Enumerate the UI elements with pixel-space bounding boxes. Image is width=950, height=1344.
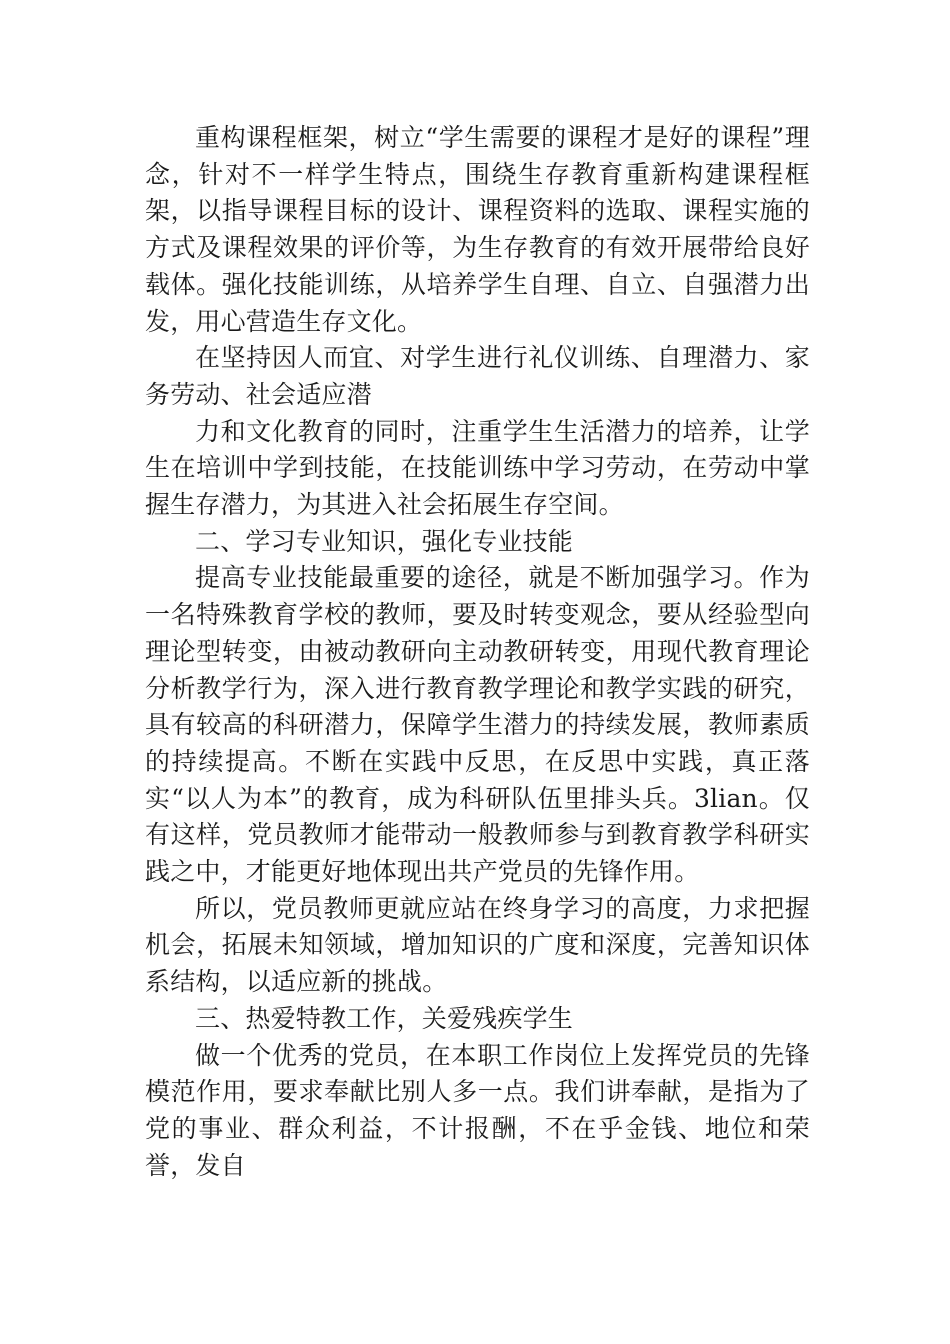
body-paragraph: 重构课程框架，树立“学生需要的课程才是好的课程”理念，针对不一样学生特点，围绕生存教育重新构建课程框架，以指导课程目标的设计、课程资料的选取、课程实施的方式及课程效果的评价等，为生存教育的有效开展带给良好载体。强化技能训练，从培养学生自理、自立、自强潜力出发，用心营造生存文化。 [145,123,810,336]
body-paragraph: 在坚持因人而宜、对学生进行礼仪训练、自理潜力、家务劳动、社会适应潜 [145,343,810,409]
body-paragraph: 提高专业技能最重要的途径，就是不断加强学习。作为一名特殊教育学校的教师，要及时转变观念，要从经验型向理论型转变，由被动教研向主动教研转变，用现代教育理论分析教学行为，深入进行教育教学理论和教学实践的研究，具有较高的科研潜力，保障学生潜力的持续发展，教师素质的持续提高。不断在实践中反思，在反思中实践，真正落实“以人为本”的教育，成为科研队伍里排头兵。3lian。仅有这样，党员教师才能带动一般教师参与到教育教学科研实践之中，才能更好地体现出共产党员的先锋作用。 [145,563,810,887]
body-paragraph: 力和文化教育的同时，注重学生生活潜力的培养，让学生在培训中学到技能，在技能训练中学习劳动，在劳动中掌握生存潜力，为其进入社会拓展生存空间。 [145,416,810,520]
section-heading: 三、热爱特教工作，关爱残疾学生 [195,1003,574,1033]
body-paragraph: 做一个优秀的党员，在本职工作岗位上发挥党员的先锋模范作用，要求奉献比别人多一点。我们讲奉献，是指为了党的事业、群众利益，不计报酬，不在乎金钱、地位和荣誉，发自 [145,1040,810,1180]
body-paragraph: 所以，党员教师更就应站在终身学习的高度，力求把握机会，拓展未知领域，增加知识的广度和深度，完善知识体系结构，以适应新的挑战。 [145,893,810,997]
section-heading: 二、学习专业知识，强化专业技能 [195,526,574,556]
document-body [145,120,810,1184]
